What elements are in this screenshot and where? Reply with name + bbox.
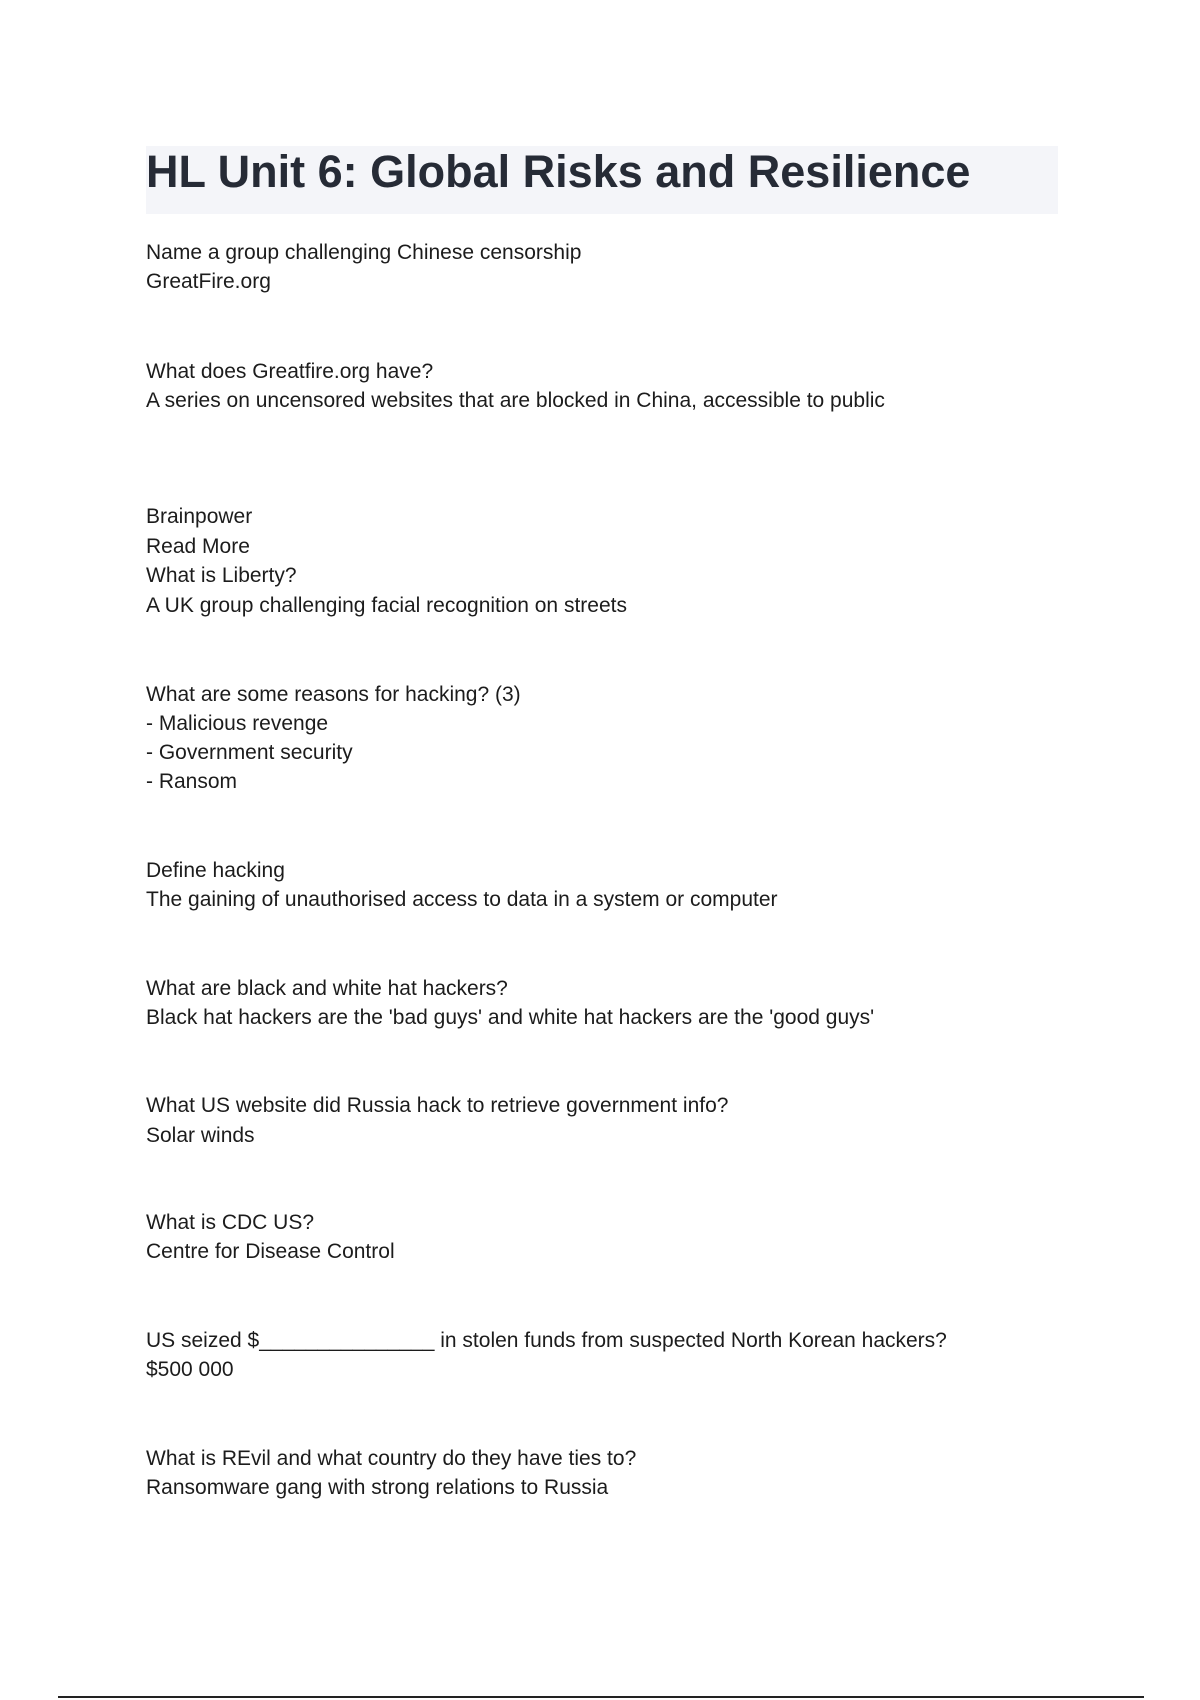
card-4-question: What are some reasons for hacking? (3) bbox=[146, 683, 521, 706]
card-10-question: What is REvil and what country do they have ties to? bbox=[146, 1447, 637, 1470]
card-2-question: What does Greatfire.org have? bbox=[146, 360, 434, 383]
card-3-answer: A UK group challenging facial recognition on streets bbox=[146, 594, 627, 617]
read-more-link[interactable]: Read More bbox=[146, 535, 250, 558]
footer-divider bbox=[58, 1696, 1144, 1698]
card-4-answer-3: - Ransom bbox=[146, 770, 238, 793]
card-6-answer: Black hat hackers are the 'bad guys' and white hat hackers are the 'good guys' bbox=[146, 1006, 875, 1029]
card-1-question: Name a group challenging Chinese censorship bbox=[146, 241, 582, 264]
card-7-answer: Solar winds bbox=[146, 1124, 255, 1147]
card-1-answer: GreatFire.org bbox=[146, 270, 271, 293]
card-6-question: What are black and white hat hackers? bbox=[146, 977, 508, 1000]
card-9-question: US seized $_______________ in stolen funds from suspected North Korean hackers? bbox=[146, 1329, 947, 1352]
card-10-answer: Ransomware gang with strong relations to Russia bbox=[146, 1476, 609, 1499]
card-5-answer: The gaining of unauthorised access to data in a system or computer bbox=[146, 888, 778, 911]
card-5-question: Define hacking bbox=[146, 859, 285, 882]
card-3-question: What is Liberty? bbox=[146, 564, 297, 587]
card-8-answer: Centre for Disease Control bbox=[146, 1240, 395, 1263]
card-4-answer-1: - Malicious revenge bbox=[146, 712, 329, 735]
card-7-question: What US website did Russia hack to retrieve government info? bbox=[146, 1094, 729, 1117]
card-8-question: What is CDC US? bbox=[146, 1211, 315, 1234]
card-4-answer-2: - Government security bbox=[146, 741, 353, 764]
page-title: HL Unit 6: Global Risks and Resilience bbox=[146, 146, 971, 197]
card-9-answer: $500 000 bbox=[146, 1358, 234, 1381]
card-2-answer: A series on uncensored websites that are blocked in China, accessible to public bbox=[146, 389, 885, 412]
brainpower-label: Brainpower bbox=[146, 505, 253, 528]
